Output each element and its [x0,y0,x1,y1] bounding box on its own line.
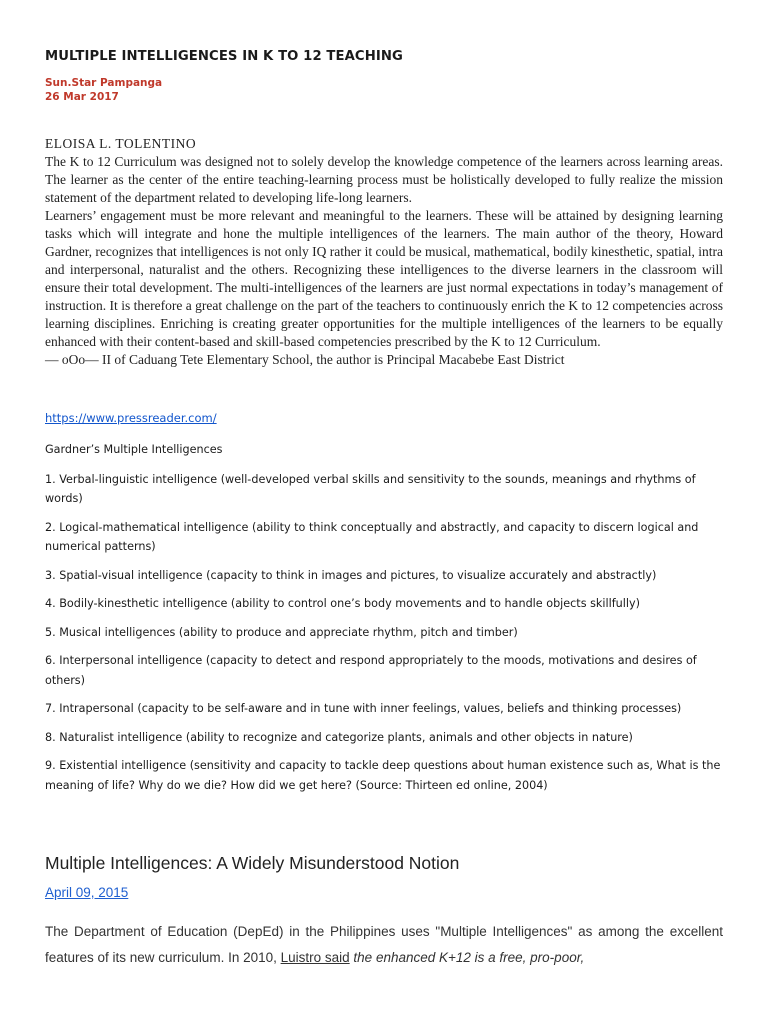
article-date: 26 Mar 2017 [45,91,119,103]
list-item: 1. Verbal-linguistic intelligence (well-developed verbal skills and sensitivity to the sounds, meanings and rhythms of words) [45,472,696,505]
article-paragraph: Learners’ engagement must be more relevant and meaningful to the learners. These will be attained by designing learning tasks which will integrate and hone the multiple intelligences of the learners. The main author of the theory, Howard Gardner, recognizes that intelligences is not only IQ rather it could be musical, mathematical, bodily kinesthetic, spatial, intra and interpersonal, naturalist and the others. Recognizing these intelligences to the diverse learners in the classroom will ensure their total development. The multi-intelligences of the learners are just normal expectations in today’s management of instruction. It is therefore a great challenge on the part of the teachers to continuously enrich the K to 12 competencies across learning disciplines. Enriching is creating greater opportunities for the multiple intelligences of the learners to be equally enhanced with their content-based and skill-based competencies prescribed by the K to 12 Curriculum. [45,208,723,349]
blog-title: Multiple Intelligences: A Widely Misunderstood Notion [45,853,460,873]
list-item: 5. Musical intelligences (ability to produce and appreciate rhythm, pitch and timber) [45,625,518,639]
luistro-said-link[interactable]: Luistro said [280,950,350,965]
blog-body-text: The Department of Education (DepEd) in the Philippines uses "Multiple Intelligences" as among the excellent features of its new curriculum. In 2010, [45,924,723,965]
article-body [45,135,723,369]
blog-date-link[interactable]: April 09, 2015 [45,885,129,900]
gardner-heading: Gardner’s Multiple Intelligences [45,443,223,456]
blog-body-italic: the enhanced K+12 is a free, pro-poor, [349,950,585,965]
list-item: 3. Spatial-visual intelligence (capacity to think in images and pictures, to visualize accurately and abstractly) [45,568,657,582]
list-item: 8. Naturalist intelligence (ability to recognize and categorize plants, animals and other objects in nature) [45,730,633,744]
gardner-list [45,440,723,804]
article-author: ELOISA L. TOLENTINO [45,136,197,151]
list-item: 6. Interpersonal intelligence (capacity to detect and respond appropriately to the moods, motivations and desires of others) [45,654,697,687]
list-item: 9. Existential intelligence (sensitivity and capacity to tackle deep questions about human existence such as, What is the meaning of life? Why do we die? How did we get here? (Source: Thirteen ed online, 2004) [45,759,721,792]
article-source: Sun.Star Pampanga [45,77,163,89]
list-item: 2. Logical-mathematical intelligence (ability to think conceptually and abstractly, and capacity to discern logical and numerical patterns) [45,520,699,553]
article-footer: — oOo— II of Caduang Tete Elementary School, the author is Principal Macabebe East District [45,352,565,367]
article-paragraph: The K to 12 Curriculum was designed not to solely develop the knowledge competence of the learners across learning areas. The learner as the center of the entire teaching-learning process must be holistically developed to fully realize the mission statement of the department related to developing life-long learners. [45,154,723,205]
pressreader-link[interactable]: https://www.pressreader.com/ [45,411,217,425]
article-title: MULTIPLE INTELLIGENCES IN K TO 12 TEACHING [45,49,403,64]
list-item: 7. Intrapersonal (capacity to be self-aware and in tune with inner feelings, values, beliefs and thinking processes) [45,702,682,715]
blog-body [45,919,723,971]
list-item: 4. Bodily-kinesthetic intelligence (ability to control one’s body movements and to handle objects skillfully) [45,597,640,610]
